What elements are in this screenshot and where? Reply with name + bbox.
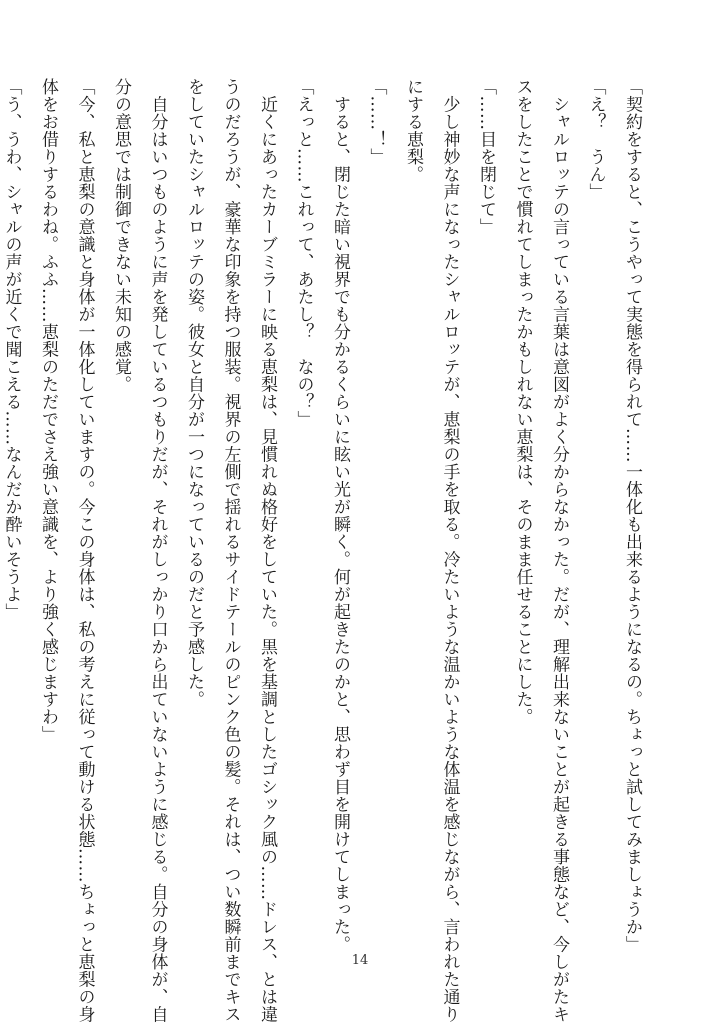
text-line: 「う、うわ、シャルの声が近くで聞こえる……なんだか酔いそうよ」 bbox=[1, 78, 22, 621]
text-line: 「え？ うん」 bbox=[585, 78, 606, 201]
text-line: 「今、私と恵梨の意識と身体が一体化していますの。今この身体は、私の考えに従って動ける状態……ちょっと恵梨の身 bbox=[74, 78, 95, 1023]
text-line: をしていたシャルロッテの姿。彼女と自分が一つになっているのだと予感した。 bbox=[184, 78, 204, 708]
text-line: シャルロッテの言っている言葉は意図がよく分からなかった。だが、理解出来ないことが起きる事態など、今しがたキ bbox=[549, 78, 569, 1023]
text-line: 「……！」 bbox=[366, 78, 387, 166]
text-line: 少し神妙な声になったシャルロッテが、恵梨の手を取る。冷たいような温かいような体温を感じながら、言われた通り bbox=[439, 78, 460, 1023]
text-line: スをしたことで慣れてしまったかもしれない恵梨は、そのまま任せることにした。 bbox=[512, 78, 533, 726]
text-line: うのだろうが、豪華な印象を持つ服装。視界の左側で揺れるサイドテールのピンク色の髪。それは、つい数瞬前までキス bbox=[220, 78, 241, 1023]
text-line: 「契約をすると、こうやって実態を得られて……一体化も出来るようになるの。ちょっと試してみましょうか」 bbox=[622, 78, 642, 953]
text-line: 「えっと……これって、あたし？ なの？」 bbox=[293, 78, 314, 428]
text-line: 自分はいつものように声を発しているつもりだが、それがしっかり口から出ていないように感じる。自分の身体が、自 bbox=[147, 78, 168, 1023]
text-line: 「……目を閉じて」 bbox=[476, 78, 496, 236]
page-number: 14 bbox=[351, 953, 369, 968]
text-line: 分の意思では制御できない未知の感覚。 bbox=[111, 78, 131, 393]
text-line: 近くにあったカーブミラーに映る恵梨は、見慣れぬ格好をしていた。黒を基調としたゴシック風の……ドレス、とは違 bbox=[257, 78, 277, 1023]
text-line: すると、閉じた暗い視界でも分かるくらいに眩い光が瞬く。何が起きたのかと、思わず目を開けてしまった。 bbox=[330, 78, 350, 953]
text-line: 体をお借りするわね。ふふ……恵梨のただでさえ強い意識を、より強く感じますわ」 bbox=[38, 78, 58, 743]
text-line: にする恵梨。 bbox=[403, 78, 423, 183]
